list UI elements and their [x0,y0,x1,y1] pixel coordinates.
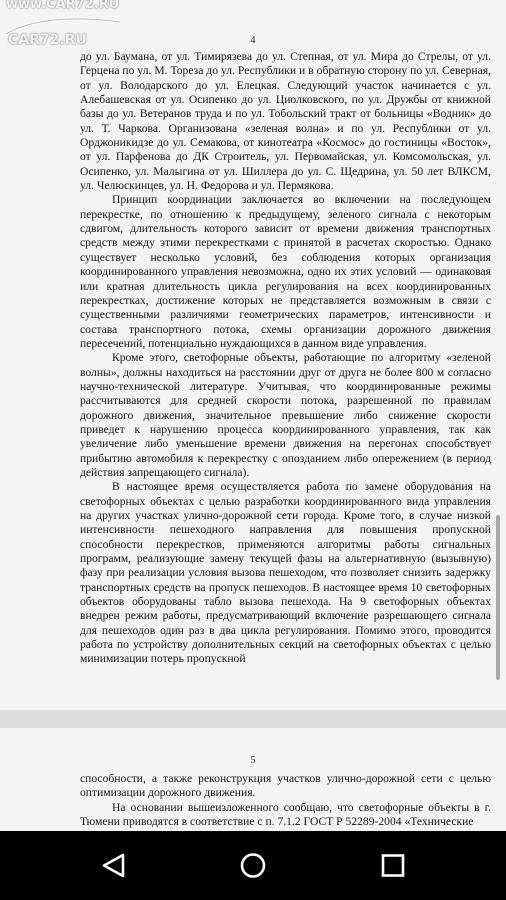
home-button[interactable] [203,831,303,900]
circle-home-icon [203,831,303,900]
square-recents-icon [343,831,443,900]
paragraph: На основании вышеизложенного сообщаю, что светофорные объекты в г. Тюмени приводятся в соответствие с п. 7.1.2 ГОСТ Р 52289-2004 «Технические [80,800,491,829]
site-watermark [0,0,150,56]
scrollbar-thumb[interactable] [496,515,500,680]
watermark-logo-text: CAR72.RU [8,32,87,48]
paragraph: Принцип координации заключается во включении на последующем перекрестке, по отношению к предыдущему, зеленого сигнала с некоторым сдвигом, длительность которого зависит от времени движения транспортных средств между этими перекрестками с принятой в расчетах скоростью. Однако существует несколько условий, без соблюдения которых организация координированного управления невозможна, одно их этих условий — одинаковая или кратная длительность цикла регулирования на всех координированных перекрестках, достижение которых не представляется возможным в связи с существенными различиями геометрических параметров, интенсивности и состава транспортного потока, схемы организации дорожного движения пересечений, потенциально нуждающихся в данном виде управления. [80,193,491,350]
page-separator [0,710,506,728]
page-body-text [80,772,491,829]
recents-button[interactable] [343,831,443,900]
triangle-back-icon [63,831,163,900]
page-number: 4 [250,35,256,46]
document-page-5 [0,728,506,831]
paragraph: В настоящее время осуществляется работа по замене оборудования на светофорных объектах с целью разработки координированного вида управления на других участках улично-дорожной сети города. Кроме того, в случае низкой интенсивности пешеходного направления для повышения пропускной способности перекрестков, применяются алгоритмы работы сигнальных программ, реализующие замену текущей фазы на альтернативную (вызывную) фазу при реализации условия вызова пешеходом, что позволяет снизить задержку транспортных средств на пропуск пешеходов. В настоящее время 10 светофорных объектов оборудованы табло вызова пешехода. На 9 светофорных объектах внедрен режим работы, предусматривающий включение разрешающего сигнала для пешеходов один раз в два цикла регулирования. Помимо этого, проводится работа по устройству дополнительных секций на светофорных объектах с целью минимизации потерь пропускной [80,480,491,666]
paragraph: способности, а также реконструкция участков улично-дорожной сети с целью оптимизации дорожного движения. [80,772,491,800]
back-button[interactable] [63,831,163,900]
page-body-text [80,50,491,667]
paragraph: до ул. Баумана, от ул. Тимирязева до ул. Степная, от ул. Мира до Стрелы, от ул. Герцена по ул. М. Тореза до ул. Республики и в обратную сторону по ул. Северная, от ул. Володарского до ул. Елецкая. Следующий участок начинается с ул. Алебашевская от ул. Осипенко до ул. Циолковского, по ул. Дружбы от книжной базы до ул. Ветеранов труда и по ул. Тобольский тракт от больницы «Водник» до ул. Т. Чаркова. Организована «зеленая волна» и по ул. Республики от ул. Орджоникидзе до ул. Семакова, от кинотеатра «Космос» до гостиницы «Восток», от ул. Парфенова до ДК Строитель, ул. Первомайская, ул. Комсомольская, ул. Осипенко, ул. Малыгина от ул. Шиллера до ул. С. Щедрина, ул. 50 лет ВЛКСМ, ул. Челюскинцев, ул. Н. Федорова и ул. Пермякова. [80,50,491,193]
page-number: 5 [250,755,256,766]
watermark-url: www.CAR72.RU [6,0,120,12]
android-navigation-bar [0,831,506,900]
paragraph: Кроме этого, светофорные объекты, работающие по алгоритму «зеленой волны», должны находиться на расстоянии друг от друга не более 800 м согласно научно-технической литературе. Учитывая, что координированные режимы рассчитываются для средней скорости потока, разрешенной по правилам дорожного движения, значительное превышение либо снижение скорости приведет к нарушению процесса координированного управления, так как увеличение либо уменьшение времени движения на перегонах способствует прибытию автомобиля к перекрестку с опозданием либо опережением (в период действия запрещающего сигнала). [80,351,491,479]
